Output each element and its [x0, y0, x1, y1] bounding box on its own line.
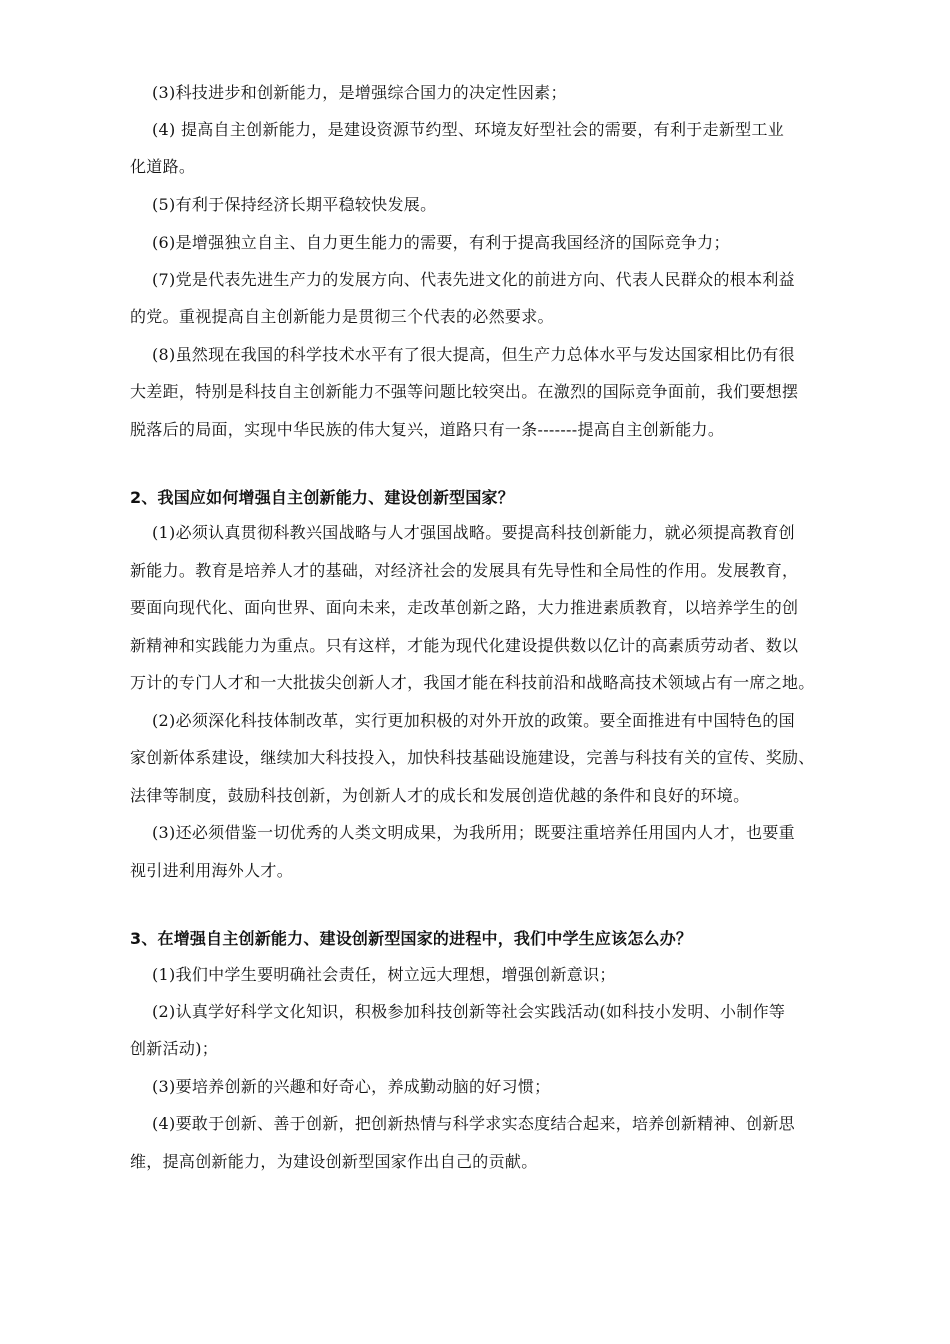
paragraph-line: (5)有利于保持经济长期平稳较快发展。 [152, 195, 437, 214]
section-heading: 2、我国应如何增强自主创新能力、建设创新型国家？ [130, 488, 514, 507]
paragraph-line: (1)必须认真贯彻科教兴国战略与人才强国战略。要提高科技创新能力，就必须提高教育创 [152, 523, 795, 542]
paragraph-line: 法律等制度，鼓励科技创新，为创新人才的成长和发展创造优越的条件和良好的环境。 [130, 786, 750, 805]
paragraph-line: 新精神和实践能力为重点。只有这样，才能为现代化建设提供数以亿计的高素质劳动者、数以 [130, 636, 799, 655]
paragraph-line: 的党。重视提高自主创新能力是贯彻三个代表的必然要求。 [130, 307, 554, 326]
paragraph-line: 家创新体系建设，继续加大科技投入，加快科技基础设施建设，完善与科技有关的宣传、奖励、 [130, 748, 815, 767]
paragraph-line: (3)科技进步和创新能力，是增强综合国力的决定性因素； [152, 83, 567, 102]
paragraph-line: (3)要培养创新的兴趣和好奇心，养成勤动脑的好习惯； [152, 1077, 551, 1096]
paragraph-line: (7)党是代表先进生产力的发展方向、代表先进文化的前进方向、代表人民群众的根本利益 [152, 270, 795, 289]
paragraph-line: (8)虽然现在我国的科学技术水平有了很大提高，但生产力总体水平与发达国家相比仍有很 [152, 345, 795, 364]
paragraph-line: 脱落后的局面，实现中华民族的伟大复兴，道路只有一条-------提高自主创新能力。 [130, 420, 725, 439]
paragraph-line: (6)是增强独立自主、自力更生能力的需要，有利于提高我国经济的国际竞争力； [152, 233, 730, 252]
paragraph-line: 创新活动)； [130, 1039, 219, 1058]
section-heading: 3、在增强自主创新能力、建设创新型国家的进程中，我们中学生应该怎么办？ [130, 929, 693, 948]
paragraph-line: (2)必须深化科技体制改革，实行更加积极的对外开放的政策。要全面推进有中国特色的国 [152, 711, 795, 730]
paragraph-line: (1)我们中学生要明确社会责任，树立远大理想，增强创新意识； [152, 965, 616, 984]
paragraph-line: (3)还必须借鉴一切优秀的人类文明成果，为我所用；既要注重培养任用国内人才，也要重 [152, 823, 795, 842]
paragraph-line: 要面向现代化、面向世界、面向未来，走改革创新之路，大力推进素质教育，以培养学生的创 [130, 598, 799, 617]
paragraph-line: 大差距，特别是科技自主创新能力不强等问题比较突出。在激烈的国际竞争面前，我们要想摆 [130, 382, 799, 401]
paragraph-line: 万计的专门人才和一大批拔尖创新人才，我国才能在科技前沿和战略高技术领域占有一席之地。 [130, 673, 815, 692]
paragraph-line: 新能力。教育是培养人才的基础，对经济社会的发展具有先导性和全局性的作用。发展教育， [130, 561, 799, 580]
paragraph-line: 视引进利用海外人才。 [130, 861, 294, 880]
paragraph-line: (4) 提高自主创新能力，是建设资源节约型、环境友好型社会的需要，有利于走新型工业 [152, 120, 785, 139]
paragraph-line: (2)认真学好科学文化知识，积极参加科技创新等社会实践活动(如科技小发明、小制作等 [152, 1002, 786, 1021]
paragraph-line: 化道路。 [130, 157, 196, 176]
paragraph-line: 维，提高创新能力，为建设创新型国家作出自己的贡献。 [130, 1152, 538, 1171]
paragraph-line: (4)要敢于创新、善于创新，把创新热情与科学求实态度结合起来，培养创新精神、创新思 [152, 1114, 795, 1133]
